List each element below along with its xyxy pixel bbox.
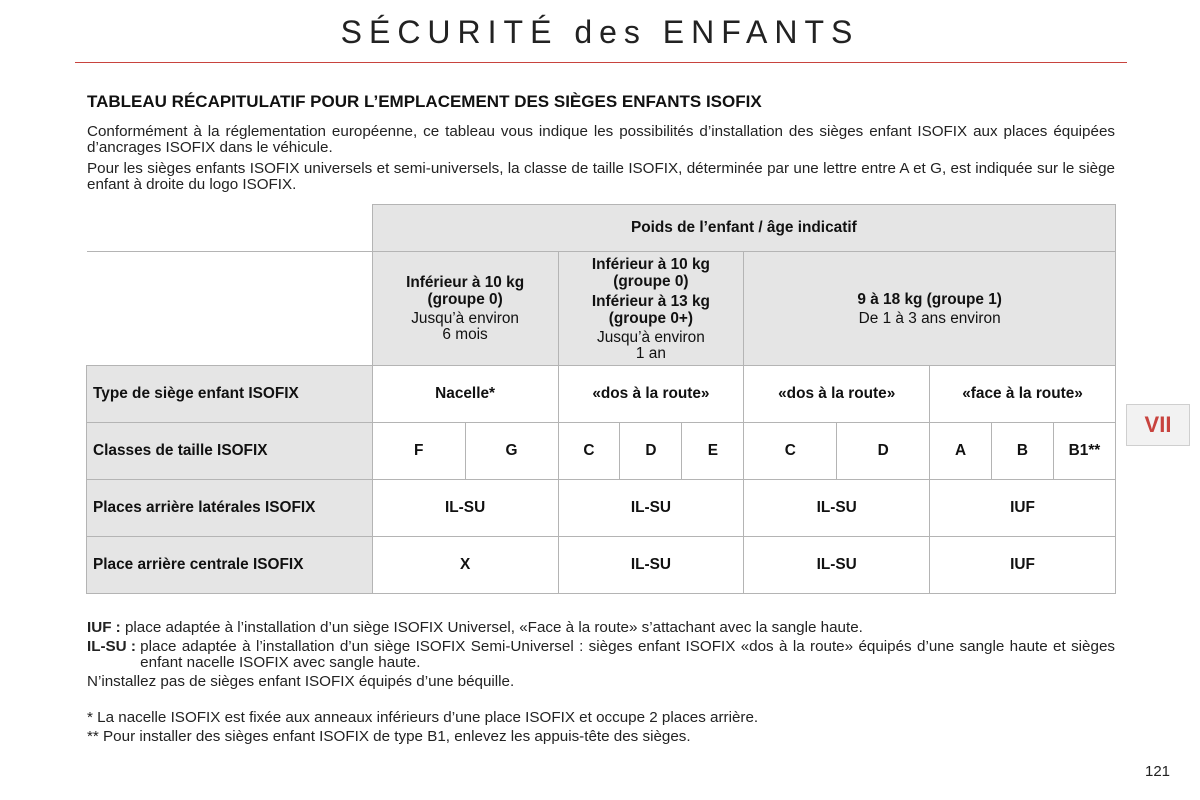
note-iuf-text: place adaptée à l’installation d’un siège ISOFIX Universel, «Face à la route» s’attachant avec la sangle haute.: [124, 619, 863, 636]
size-class-cell: D: [620, 423, 682, 480]
title-divider: [75, 62, 1127, 63]
seat-type-rear-facing-1: «dos à la route»: [744, 366, 930, 423]
group-0plus-age-value: 1 an: [635, 344, 666, 362]
lateral-group-0plus: IL-SU: [558, 480, 744, 537]
size-class-cell: A: [930, 423, 992, 480]
size-class-cell: G: [465, 423, 558, 480]
seat-type-rear-facing-0plus: «dos à la route»: [558, 366, 744, 423]
table-row: [87, 366, 1116, 423]
group-1-age: De 1 à 3 ans environ: [858, 309, 1001, 327]
note-iuf-key: IUF :: [87, 619, 121, 636]
table-corner-lower: [87, 252, 373, 366]
lateral-group-0: IL-SU: [372, 480, 558, 537]
group-0-age-value: 6 mois: [442, 326, 488, 343]
group-0-weight: Inférieur à 10 kg: [406, 274, 525, 291]
section-heading: TABLEAU RÉCAPITULATIF POUR L’EMPLACEMENT DES SIÈGES ENFANTS ISOFIX: [87, 92, 762, 111]
group-0plus-age: Jusqu’à environ: [597, 328, 705, 346]
group-0plus-label-b: (groupe 0+): [608, 309, 694, 327]
size-class-cell: F: [372, 423, 465, 480]
footnote-nacelle: * La nacelle ISOFIX est fixée aux anneaux inférieurs d’une place ISOFIX et occupe 2 places arrière.: [87, 709, 759, 726]
seat-type-nacelle: Nacelle*: [372, 366, 558, 423]
row-label-rear-lateral: Places arrière latérales ISOFIX: [87, 480, 373, 537]
central-group-1-forward: IUF: [930, 537, 1116, 594]
note-ilsu-text: place adaptée à l’installation d’un siège ISOFIX Semi-Universel : sièges enfant ISOFIX «dos à la route» équipés d’une sangle haute et sièges enfant nacelle ISOFIX avec sangle haute.: [140, 638, 1115, 671]
lateral-group-1-forward: IUF: [930, 480, 1116, 537]
table-corner: [87, 205, 373, 252]
isofix-summary-table: [86, 204, 1116, 594]
note-no-support-leg: N’installez pas de sièges enfant ISOFIX équipés d’une béquille.: [87, 673, 515, 690]
page-title: SÉCURITÉ des ENFANTS: [340, 14, 860, 50]
size-class-cell: C: [744, 423, 837, 480]
header-group-1: [744, 252, 1116, 366]
row-label-seat-type: Type de siège enfant ISOFIX: [87, 366, 373, 423]
size-class-cell: D: [837, 423, 930, 480]
table-row: [87, 423, 1116, 480]
chapter-tab: VII: [1126, 404, 1190, 446]
group-1-weight: 9 à 18 kg (groupe 1): [857, 290, 1002, 308]
central-group-0: X: [372, 537, 558, 594]
intro-paragraph-1: Conformément à la réglementation européenne, ce tableau vous indique les possibilités d’installation des sièges enfant ISOFIX aux places équipées d’ancrages ISOFIX dans le véhicule.: [87, 123, 1115, 156]
group-0-label: (groupe 0): [427, 291, 503, 308]
seat-type-forward-facing: «face à la route»: [930, 366, 1116, 423]
intro-text: [87, 124, 1115, 198]
page-number: 121: [1145, 763, 1171, 780]
header-group-0: [372, 252, 558, 366]
size-class-cell: C: [558, 423, 620, 480]
table-row: [87, 480, 1116, 537]
group-0-age: Jusqu’à environ: [411, 310, 519, 327]
intro-paragraph-2: Pour les sièges enfants ISOFIX universels et semi-universels, la classe de taille ISOFIX, déterminée par une lettre entre A et G, est indiquée sur le siège enfant à droite du logo ISOFIX.: [87, 160, 1115, 193]
note-ilsu-key: IL-SU :: [87, 638, 136, 655]
footnote-b1: ** Pour installer des sièges enfant ISOFIX de type B1, enlevez les appuis-tête des sièges.: [87, 728, 691, 745]
size-class-cell: B: [992, 423, 1054, 480]
note-iuf: [87, 620, 1115, 636]
legend-notes: [87, 620, 1115, 748]
size-class-cell: E: [682, 423, 744, 480]
header-group-0-plus: [558, 252, 744, 366]
group-0plus-weight-b: Inférieur à 13 kg: [591, 292, 710, 310]
group-0plus-label-a: (groupe 0): [613, 272, 689, 290]
note-ilsu: [87, 639, 1115, 671]
size-class-cell: B1**: [1053, 423, 1115, 480]
group-0plus-weight-a: Inférieur à 10 kg: [591, 255, 710, 273]
table-row: [87, 537, 1116, 594]
lateral-group-1-rear: IL-SU: [744, 480, 930, 537]
row-label-rear-central: Place arrière centrale ISOFIX: [87, 537, 373, 594]
central-group-0plus: IL-SU: [558, 537, 744, 594]
header-child-weight: Poids de l’enfant / âge indicatif: [372, 205, 1115, 252]
row-label-size-classes: Classes de taille ISOFIX: [87, 423, 373, 480]
central-group-1-rear: IL-SU: [744, 537, 930, 594]
